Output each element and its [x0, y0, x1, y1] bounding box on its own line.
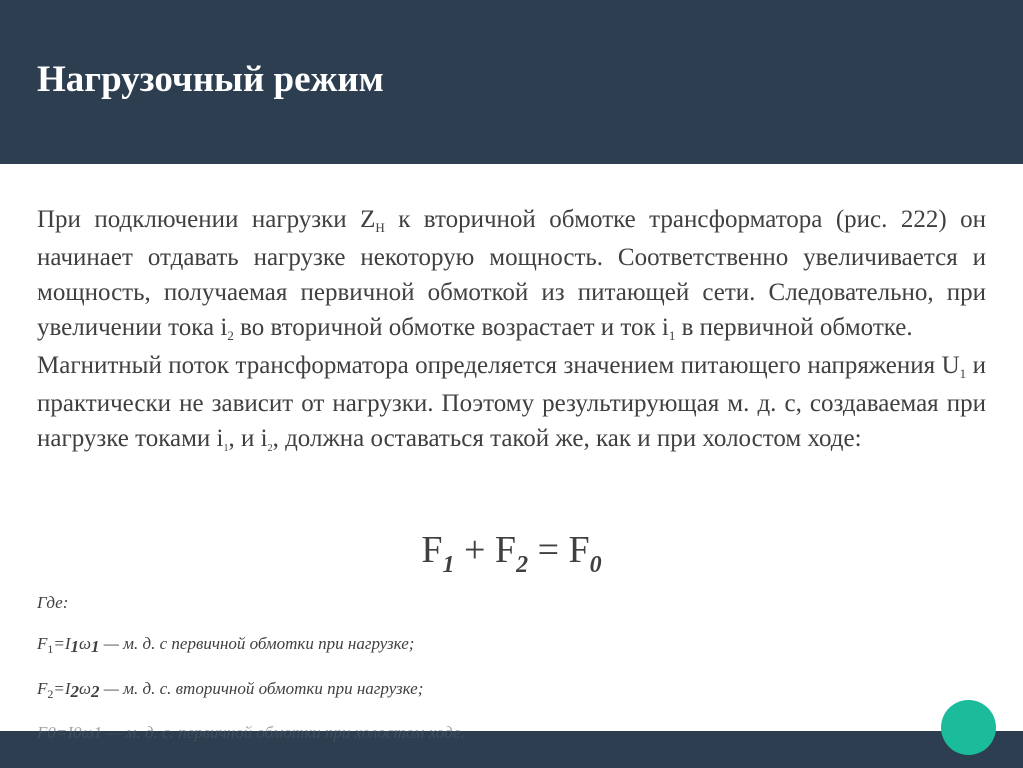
- definition-f1: [37, 634, 414, 654]
- text-fragment: =I: [53, 679, 71, 698]
- subscript: 2: [70, 682, 80, 701]
- definition-f0: F0=I0ω1 — м. д. с. первичной обмотки при холостом ходе.: [37, 723, 465, 742]
- definition-f2: [37, 679, 423, 699]
- paragraph-magnetic-flux: [37, 348, 986, 461]
- subscript: 1: [668, 328, 676, 343]
- text-fragment: и практически не зависит от нагрузки. Поэтому результирующая м. д. с, создаваемая при нагрузке токами i: [37, 352, 986, 452]
- formula-subscript: 0: [589, 552, 602, 578]
- formula-term: = F: [528, 529, 590, 571]
- text-fragment: , и i: [228, 425, 268, 452]
- text-fragment: к вторичной обмотке трансформатора (рис. 222) он начинает отдавать нагрузке некоторую мощность. Соответственно увеличивается и мощность, получаемая первичной обмоткой из питающей сети. Следовательно, при увеличении тока i: [37, 206, 986, 341]
- text-fragment: =I: [53, 634, 71, 653]
- mmf-balance-formula: [0, 528, 1023, 578]
- text-fragment: — м. д. с. вторичной обмотки при нагрузке;: [99, 679, 424, 698]
- subscript: 2: [267, 443, 273, 454]
- formula-term: + F: [454, 529, 517, 571]
- floating-action-button[interactable]: [941, 700, 996, 755]
- subscript: 1: [223, 443, 229, 454]
- subscript: 1: [47, 642, 54, 656]
- subscript: 1: [70, 637, 80, 656]
- subscript: 2: [227, 328, 234, 343]
- subscript: 1: [91, 637, 100, 656]
- text-fragment: При подключении нагрузки Z: [37, 206, 376, 233]
- text-fragment: , должна оставаться такой же, как и при холостом ходе:: [272, 425, 862, 452]
- subscript: H: [375, 220, 385, 235]
- formula-subscript: 2: [516, 552, 529, 578]
- slide-content: [37, 202, 986, 461]
- text-fragment: — м. д. с первичной обмотки при нагрузке;: [99, 634, 415, 653]
- text-fragment: во вторичной обмотке возрастает и ток i: [233, 314, 669, 341]
- where-label: Где:: [37, 593, 69, 612]
- text-fragment: F: [37, 634, 48, 653]
- formula-term: F: [421, 529, 443, 571]
- text-fragment: ω: [79, 679, 92, 698]
- text-fragment: ω: [79, 634, 92, 653]
- subscript: 2: [91, 682, 100, 701]
- slide-header: [0, 0, 1023, 164]
- text-fragment: Магнитный поток трансформатора определяется значением питающего напряжения U: [37, 352, 960, 379]
- subscript: 1: [959, 366, 967, 381]
- text-fragment: в первичной обмотке.: [675, 314, 913, 341]
- paragraph-load-connection: [37, 202, 986, 348]
- slide-title: Нагрузочный режим: [37, 59, 384, 100]
- text-fragment: F: [37, 679, 48, 698]
- formula-subscript: 1: [442, 552, 455, 578]
- subscript: 2: [47, 687, 54, 701]
